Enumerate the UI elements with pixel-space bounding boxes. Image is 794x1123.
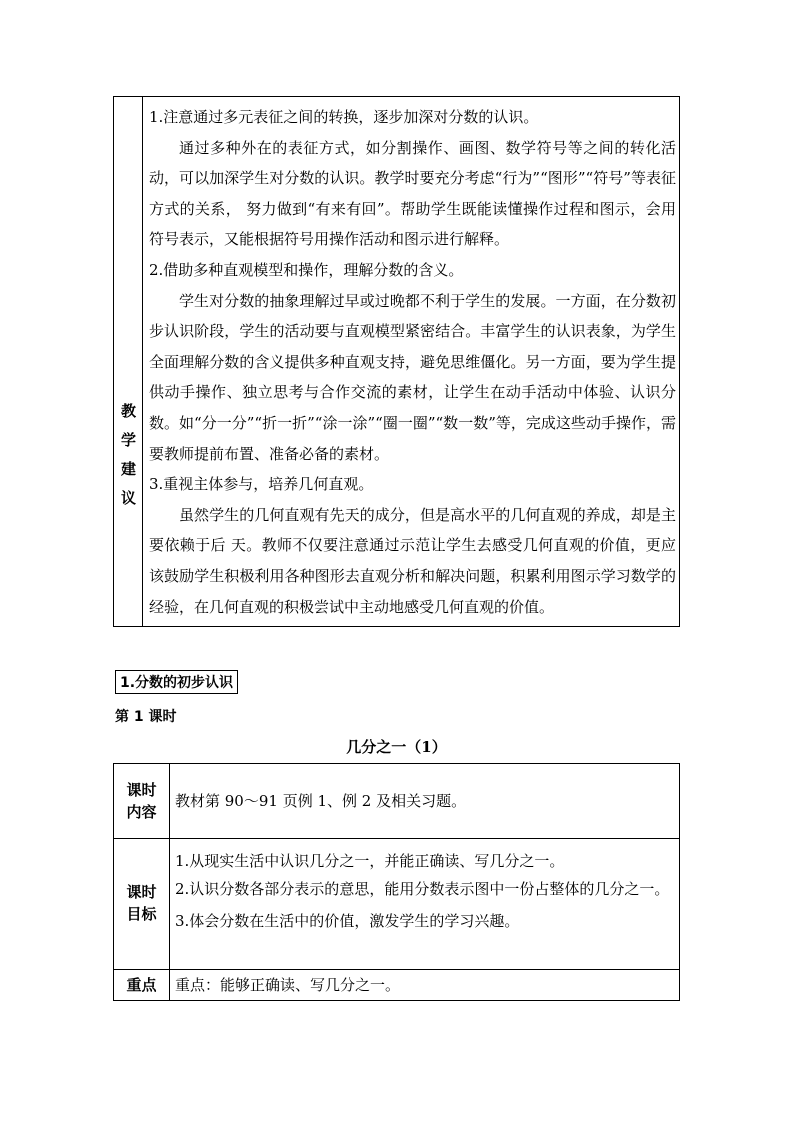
side-label-char: 议 (120, 489, 136, 507)
label-line: 课时 (126, 883, 157, 901)
suggestion-paragraph-2: 学生对分数的抽象理解过早或过晚都不利于学生的发展。一方面，在分数初步认识阶段，学生的活动要与直观模型紧密结合。丰富学生的认识表象，为学生全面理解分数的含义提供多种直观支持，避免思维僵化。另一方面，要为学生提供动手操作、独立思考与合作交流的素材，让学生在动手活动中体验、认识分数。如“分一分”“折一折”“涂一涂”“圈一圈”“数一数”等，完成这些动手操作，需要教师提前布置、准备必备的素材。 (149, 291, 676, 463)
suggestion-heading-1: 1.注意通过多元表征之间的转换，逐步加深对分数的认识。 (149, 108, 539, 126)
lesson-title: 几分之一（1） (346, 738, 447, 756)
side-label-char: 建 (120, 460, 136, 478)
side-label-char: 教 (120, 402, 136, 420)
side-label-char: 学 (120, 431, 136, 449)
teaching-suggestions-table (113, 96, 680, 627)
side-label-cell (114, 97, 143, 626)
suggestion-paragraph-1: 通过多种外在的表征方式，如分割操作、画图、数学符号等之间的转化活动，可以加深学生对分数的认识。教学时要充分考虑“行为”“图形”“符号”等表征方式的关系， 努力做到“有来有回”。帮助学生既能读懂操作过程和图示，会用符号表示，又能根据符号用操作活动和图示进行解释。 (149, 138, 676, 249)
row-label-keypoint (114, 974, 169, 996)
objective-item: 1.从现实生活中认识几分之一，并能正确读、写几分之一。 (175, 852, 565, 870)
row-text-content (175, 787, 675, 815)
suggestion-paragraph-3: 虽然学生的几何直观有先天的成分，但是高水平的几何直观的养成，却是主要依赖于后 天。教师不仅要注意通过示范让学生去感受几何直观的价值，更应该鼓励学生积极利用各种图形去直观分析和解决问题，积累利用图示学习数学的经验，在几何直观的积极尝试中主动地感受几何直观的价值。 (149, 505, 676, 616)
label-line: 内容 (126, 803, 157, 821)
row-text-keypoint (175, 971, 675, 999)
suggestion-heading-3: 3.重视主体参与，培养几何直观。 (149, 475, 374, 494)
keypoint-text: 重点：能够正确读、写几分之一。 (175, 976, 401, 994)
content-text: 教材第 90～91 页例 1、例 2 及相关习题。 (175, 792, 467, 810)
label-line: 课时 (126, 781, 157, 799)
row-divider (114, 838, 679, 839)
side-label (114, 397, 143, 513)
label-line: 目标 (126, 905, 157, 923)
row-label-content (114, 779, 169, 823)
objective-item: 2.认识分数各部分表示的意思，能用分数表示图中一份占整体的几分之一。 (175, 880, 670, 898)
row-divider (114, 969, 679, 970)
lesson-label: 第 1 课时 (115, 709, 177, 725)
suggestion-heading-2: 2.借助多种直观模型和操作，理解分数的含义。 (149, 260, 464, 279)
objective-item: 3.体会分数在生活中的价值，激发学生的学习兴趣。 (175, 912, 520, 930)
row-label-objectives (114, 881, 169, 925)
row-text-objectives (175, 847, 675, 935)
lesson-plan-table (113, 763, 680, 1001)
suggestions-body (149, 102, 676, 622)
label-line: 重点 (126, 976, 157, 994)
section-title: 1.分数的初步认识 (115, 670, 238, 694)
column-divider (169, 764, 170, 1000)
